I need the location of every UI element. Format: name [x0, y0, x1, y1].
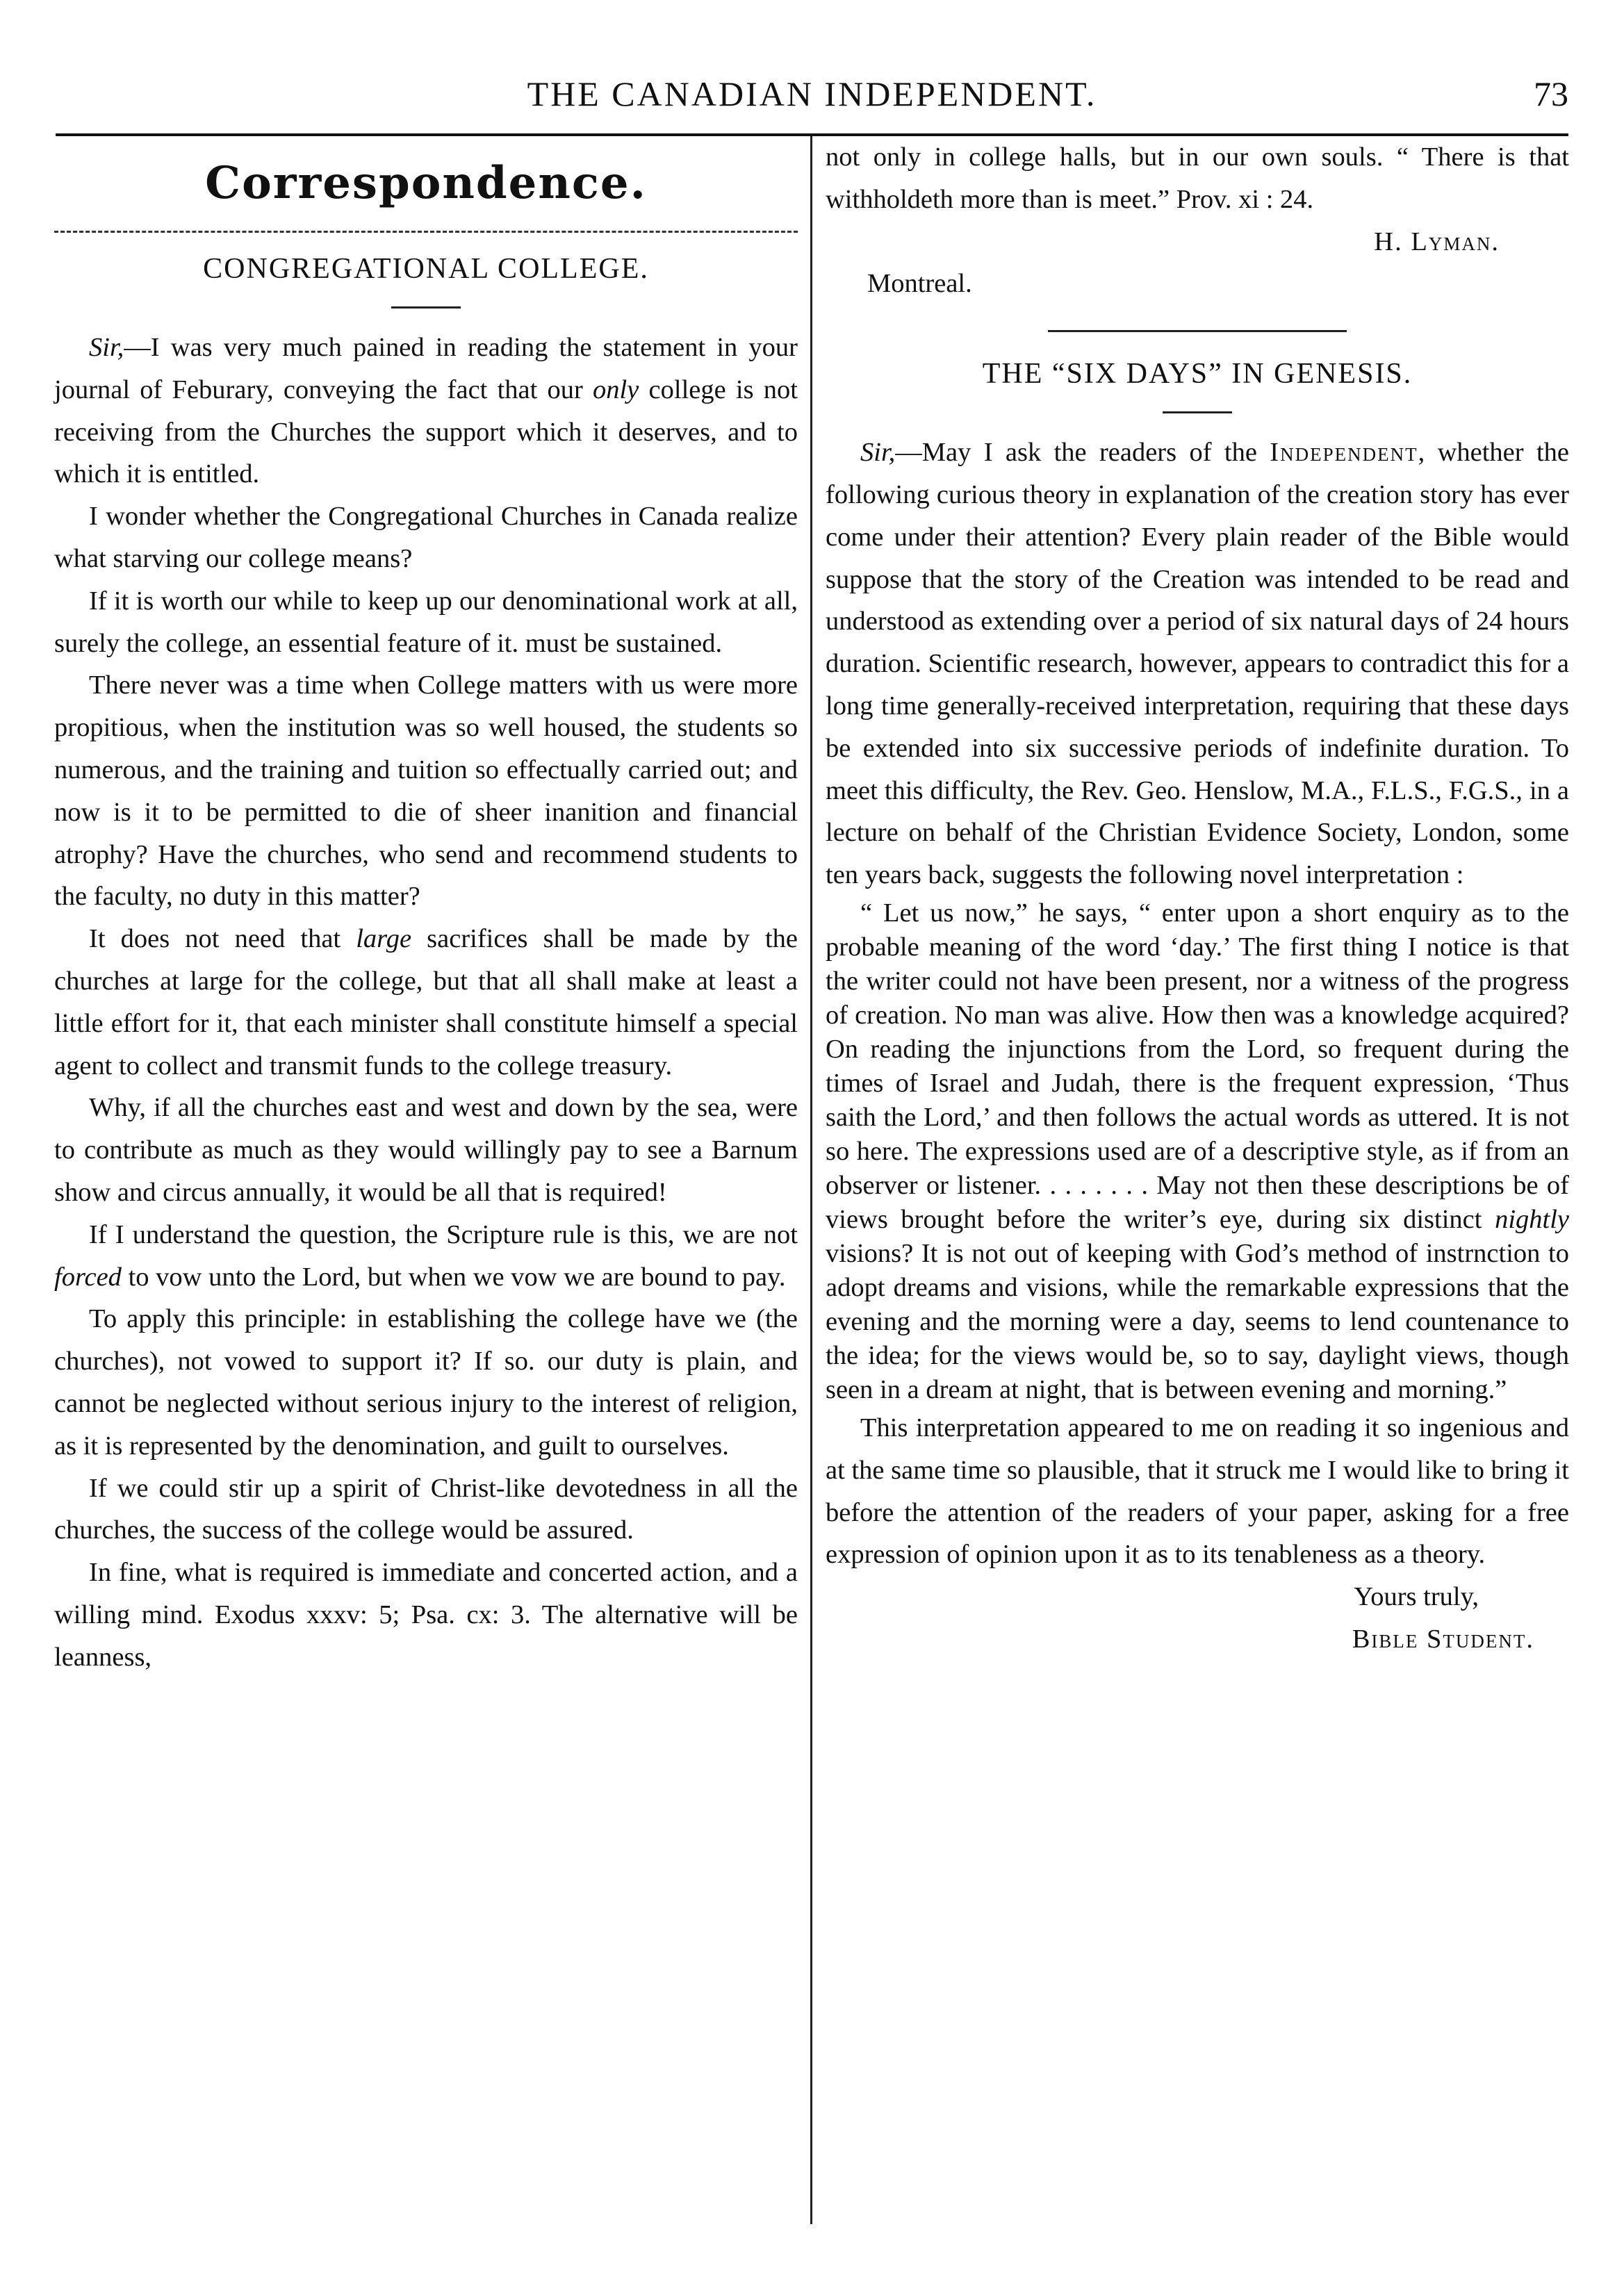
paragraph: Sir,—May I ask the readers of the Independent, whether the following curious theory in explanation of the creation story has ever come under their attention? Every plain reader of the Bible would suppose that the story of the Creation was intended to be read and understood as extending over a period of six natural days of 24 hours duration. Scientific research, however, appears to contradict this for a long time generally-received interpretation, requiring that these days be extended into six successive periods of indefinite duration. To meet this difficulty, the Rev. Geo. Henslow, M.A., F.L.S., F.G.S., in a lecture on behalf of the Christian Evidence Society, London, some ten years back, suggests the following novel interpretation : — [826, 438, 1569, 890]
left-column — [54, 136, 798, 1679]
closing: Yours truly, — [1354, 1582, 1479, 1612]
paragraph: If we could stir up a spirit of Christ-like devotedness in all the churches, the success of the college would be assured. — [54, 1473, 798, 1545]
paragraph: To apply this principle: in establishing the college have we (the churches), not vowed to support it? If so. our duty is plain, and cannot be neglected without serious injury to the interest of religion, as it is represented by the denomination, and guilt to ourselves. — [54, 1304, 798, 1461]
paragraph: I wonder whether the Congregational Churches in Canada realize what starving our college means? — [54, 502, 798, 573]
paragraph: Why, if all the churches east and west and down by the sea, were to contribute as much as they would willingly pay to see a Barnum show and circus annually, it would be all that is required! — [54, 1093, 798, 1207]
paragraph: There never was a time when College matters with us were more propitious, when the institution was so well housed, the students so numerous, and the training and tuition so effectually carried out; and now is it to be permitted to die of sheer inanition and financial atrophy? Have the churches, who send and recommend students to the faculty, no duty in this matter? — [54, 671, 798, 912]
column-rule — [810, 136, 812, 2224]
page-header — [56, 69, 1568, 132]
section-rule — [1048, 330, 1347, 332]
dashed-rule — [54, 231, 798, 233]
paragraph-continued: not only in college halls, but in our own souls. “ There is that withholdeth more than is meet.” Prov. xi : 24. — [826, 142, 1569, 214]
paragraph: In fine, what is required is immediate and concerted action, and a willing mind. Exodus xxxv: 5; Psa. cx: 3. The alternative will be leanness, — [54, 1558, 798, 1672]
short-rule — [1163, 411, 1232, 413]
journal-title: THE CANADIAN INDEPENDENT. — [527, 74, 1097, 113]
place-name: Montreal. — [867, 269, 972, 299]
short-rule — [391, 306, 461, 309]
paragraph: Sir,—I was very much pained in reading the statement in your journal of Feburary, conveying the fact that our only college is not receiving from the Churches the support which it deserves, and to which it is entitled. — [54, 333, 798, 489]
paragraph: It does not need that large sacrifices shall be made by the churches at large for the college, but that all shall make at least a little effort for it, that each minister shall constitute himself a special agent to collect and transmit funds to the college treasury. — [54, 924, 798, 1080]
paragraph: If I understand the question, the Scripture rule is this, we are not forced to vow unto the Lord, but when we vow we are bound to pay. — [54, 1219, 798, 1292]
closing-signature: Bible Student. — [1352, 1624, 1534, 1654]
quotation: “ Let us now,” he says, “ enter upon a short enquiry as to the probable meaning of the word ‘day.’ The first thing I notice is that the writer could not have been present, nor a witness of the progress of creation. No man was alive. How then was a knowledge acquired? On reading the injunctions from the Lord, so frequent during the times of Israel and Judah, there is the frequent expression, ‘Thus saith the Lord,’ and then follows the actual words as uttered. It is not so here. The expressions used are of a descriptive style, as if from an observer or listener. . . . . . . . May not then these descriptions be of views brought before the writer’s eye, during six distinct nightly visions? It is not out of keeping with God’s method of instrnction to adopt dreams and visions, while the remarkable expressions that the evening and the morning were a day, seems to lend countenance to the idea; for the views would be, so to say, daylight views, though seen in a dream at night, that is between evening and morning.” — [826, 898, 1569, 1404]
signature: H. Lyman. — [1374, 227, 1500, 256]
paragraph: This interpretation appeared to me on reading it so ingenious and at the same time so plausible, that it struck me I would like to bring it before the attention of the readers of your paper, asking for a free expression of opinion upon it as to its tenableness as a theory. — [826, 1413, 1569, 1570]
paragraph: If it is worth our while to keep up our denominational work at all, surely the college, an essential feature of it. must be sustained. — [54, 586, 798, 658]
article-title-genesis: THE “SIX DAYS” IN GENESIS. — [982, 358, 1413, 390]
section-title: Correspondence. — [205, 157, 647, 209]
article-title-college: CONGREGATIONAL COLLEGE. — [203, 253, 649, 285]
page-number: 73 — [1534, 74, 1568, 113]
right-column — [826, 136, 1569, 1661]
